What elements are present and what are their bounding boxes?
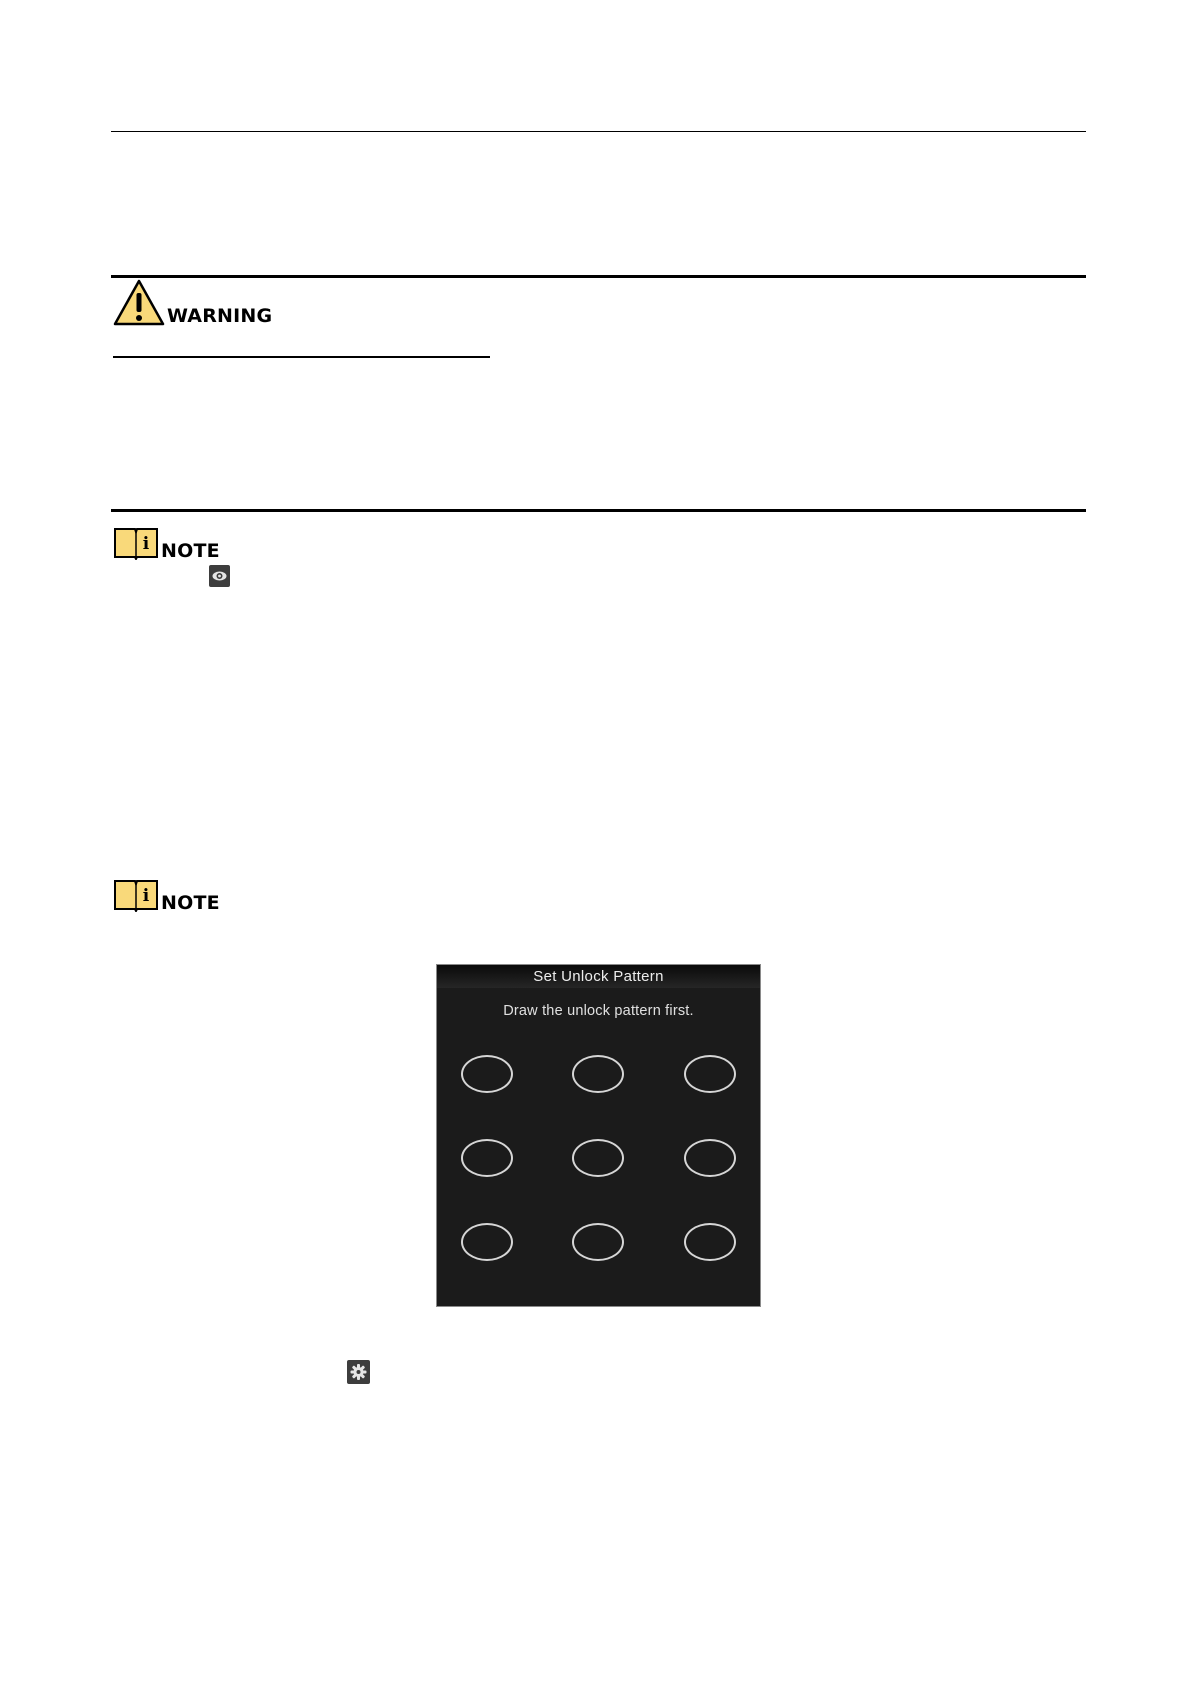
note-book-icon bbox=[113, 526, 159, 560]
pattern-dot[interactable] bbox=[684, 1223, 736, 1261]
pattern-dot[interactable] bbox=[461, 1139, 513, 1177]
pattern-dot[interactable] bbox=[572, 1055, 624, 1093]
warning-top-rule bbox=[111, 275, 1086, 278]
note-label: NOTE bbox=[161, 892, 220, 914]
warning-triangle-icon bbox=[113, 279, 165, 326]
pattern-dot[interactable] bbox=[684, 1139, 736, 1177]
svg-text:i: i bbox=[142, 534, 150, 554]
pattern-dot[interactable] bbox=[461, 1223, 513, 1261]
svg-text:i: i bbox=[142, 886, 150, 906]
note-book-icon bbox=[113, 878, 159, 912]
dialog-message: Draw the unlock pattern first. bbox=[503, 1003, 694, 1019]
pattern-dot[interactable] bbox=[684, 1055, 736, 1093]
note-label: NOTE bbox=[161, 540, 220, 562]
dialog-title: Set Unlock Pattern bbox=[437, 965, 760, 988]
warning-underline bbox=[113, 356, 490, 358]
header-rule bbox=[111, 131, 1086, 132]
warning-label: WARNING bbox=[167, 305, 273, 327]
pattern-dot[interactable] bbox=[572, 1139, 624, 1177]
unlock-pattern-dialog bbox=[436, 964, 761, 1307]
pattern-dot[interactable] bbox=[461, 1055, 513, 1093]
eye-icon bbox=[209, 565, 230, 587]
pattern-dot[interactable] bbox=[572, 1223, 624, 1261]
gear-icon bbox=[347, 1360, 370, 1384]
note-top-rule bbox=[111, 509, 1086, 512]
